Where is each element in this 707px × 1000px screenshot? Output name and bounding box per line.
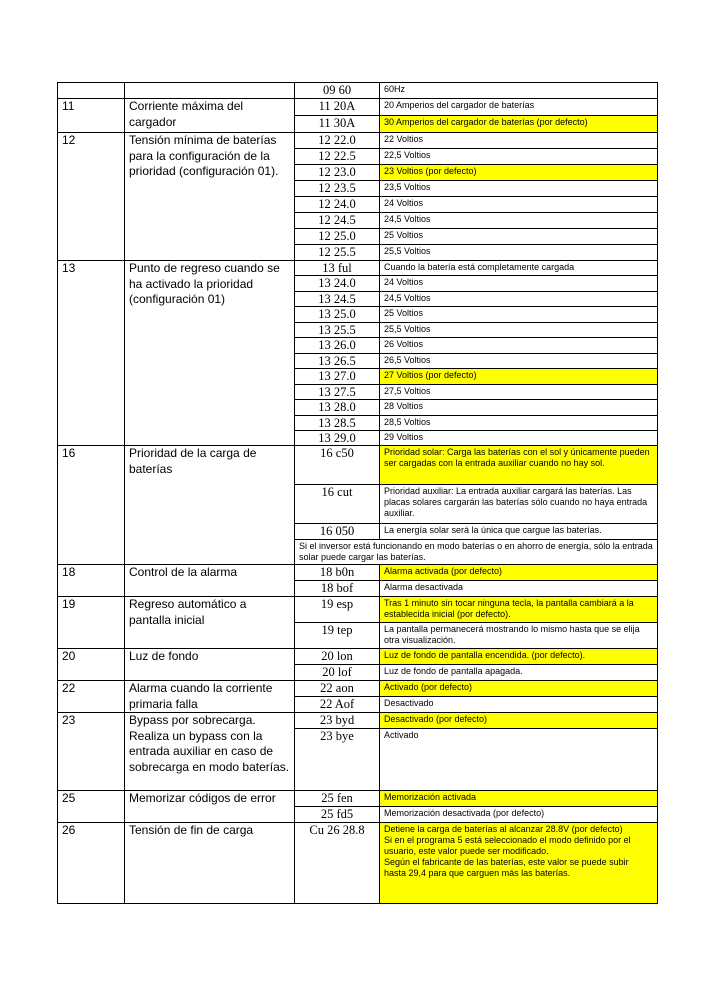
option-code: 20 lof [295,665,380,681]
option-code: 13 26.5 [295,354,380,369]
table-row [58,446,658,485]
option-code: 13 28.0 [295,400,380,416]
option-code: 25 fd5 [295,807,380,823]
option-text: 28,5 Voltios [380,416,658,431]
setting-number: 26 [58,823,125,904]
option-code: 12 24.0 [295,197,380,213]
option-text: Cuando la batería está completamente cargada [380,261,658,276]
table-row [58,713,658,729]
setting-number: 16 [58,446,125,565]
option-code: 13 28.5 [295,416,380,431]
option-code: 13 25.0 [295,307,380,323]
setting-description: Alarma cuando la corriente primaria falla [125,681,295,713]
table-row [58,681,658,697]
option-text: Memorización desactivada (por defecto) [380,807,658,823]
option-text-default: Memorización activada [380,791,658,807]
option-text: 25,5 Voltios [380,245,658,261]
option-code: 13 25.5 [295,323,380,338]
option-code: 22 Aof [295,697,380,713]
setting-description: Control de la alarma [125,565,295,597]
option-code: 23 bye [295,729,380,791]
table-row [58,83,658,99]
option-text-default: 23 Voltios (por defecto) [380,165,658,181]
option-text: 28 Voltios [380,400,658,416]
option-text: 26 Voltios [380,338,658,354]
option-code: 22 aon [295,681,380,697]
setting-number: 20 [58,649,125,681]
setting-description: Luz de fondo [125,649,295,681]
table-row [58,649,658,665]
setting-description: Regreso automático a pantalla inicial [125,597,295,649]
option-text: 60Hz [380,83,658,99]
option-text: 24,5 Voltios [380,213,658,229]
option-code: 12 25.0 [295,229,380,245]
option-code: 16 cut [295,485,380,524]
table-row [58,99,658,116]
option-text-default: 27 Voltios (por defecto) [380,369,658,385]
option-text: 24 Voltios [380,276,658,292]
setting-number: 12 [58,133,125,261]
option-code: 12 22.5 [295,149,380,165]
option-text-default: Alarma activada (por defecto) [380,565,658,581]
setting-description: Bypass por sobrecarga. Realiza un bypass con la entrada auxiliar en caso de sobrecarga en modo baterías. [125,713,295,791]
option-text: 24,5 Voltios [380,292,658,307]
option-code: 20 lon [295,649,380,665]
option-text: 25 Voltios [380,229,658,245]
setting-description: Prioridad de la carga de baterías [125,446,295,565]
option-text: Prioridad auxiliar: La entrada auxiliar cargará las baterías. Las placas solares cargarán las baterías sólo cuando no haya entrada auxiliar. [380,485,658,524]
setting-description: Punto de regreso cuando se ha activado la prioridad (configuración 01) [125,261,295,446]
option-code: 25 fen [295,791,380,807]
option-code: 09 60 [295,83,380,99]
option-code: 13 24.0 [295,276,380,292]
option-code: 11 20A [295,99,380,116]
option-text-default: Activado (por defecto) [380,681,658,697]
table-row [58,823,658,904]
setting-number: 19 [58,597,125,649]
option-code: 18 bof [295,581,380,597]
option-text: 26,5 Voltios [380,354,658,369]
option-text: 25 Voltios [380,307,658,323]
option-text: 22 Voltios [380,133,658,149]
option-code: 12 24.5 [295,213,380,229]
option-code: 19 esp [295,597,380,623]
setting-description: Tensión de fin de carga [125,823,295,904]
setting-number: 22 [58,681,125,713]
setting-description: Memorizar códigos de error [125,791,295,823]
option-code: 19 tep [295,623,380,649]
settings-table [57,82,658,904]
setting-number: 13 [58,261,125,446]
table-row [58,565,658,581]
option-text: 29 Voltios [380,431,658,446]
setting-note: Si el inversor está funcionando en modo baterías o en ahorro de energía, sólo la entrada solar puede cargar las baterías. [295,540,658,565]
table-row [58,133,658,149]
setting-number: 11 [58,99,125,133]
option-text: La energía solar será la única que cargue las baterías. [380,524,658,540]
option-text: 27,5 Voltios [380,385,658,400]
option-code: 12 22.0 [295,133,380,149]
option-code: Cu 26 28.8 [295,823,380,904]
option-text: Alarma desactivada [380,581,658,597]
option-text: Desactivado [380,697,658,713]
table-row [58,597,658,623]
setting-number: 18 [58,565,125,597]
option-code: 18 b0n [295,565,380,581]
option-text-default: 30 Amperios del cargador de baterías (por defecto) [380,116,658,133]
option-text: 25,5 Voltios [380,323,658,338]
option-code: 13 24.5 [295,292,380,307]
table-row [58,261,658,276]
option-text: 22,5 Voltios [380,149,658,165]
setting-number: 25 [58,791,125,823]
option-code: 12 23.5 [295,181,380,197]
option-code: 12 25.5 [295,245,380,261]
option-text: Activado [380,729,658,791]
option-code: 16 050 [295,524,380,540]
setting-number: 23 [58,713,125,791]
option-text-default: Tras 1 minuto sin tocar ninguna tecla, la pantalla cambiará a la establecida inicial (por defecto). [380,597,658,623]
setting-description [125,83,295,99]
option-code: 11 30A [295,116,380,133]
option-text-default: Prioridad solar: Carga las baterías con el sol y únicamente pueden ser cargadas con la entrada auxiliar cuando no hay sol. [380,446,658,485]
table-row [58,791,658,807]
option-text-default: Desactivado (por defecto) [380,713,658,729]
option-text: La pantalla permanecerá mostrando lo mismo hasta que se elija otra visualización. [380,623,658,649]
option-code: 13 27.5 [295,385,380,400]
option-text-default: Detiene la carga de baterías al alcanzar 28.8V (por defecto) Si en el programa 5 está seleccionado el modo definido por el usuario, este valor puede ser modificado. Según el fabricante de las baterías, este valor se puede subir hasta 29,4 para que carguen más las baterías. [380,823,658,904]
setting-description: Corriente máxima del cargador [125,99,295,133]
option-text: 23,5 Voltios [380,181,658,197]
setting-number [58,83,125,99]
option-code: 23 byd [295,713,380,729]
option-code: 13 26.0 [295,338,380,354]
option-code: 16 c50 [295,446,380,485]
option-text: 24 Voltios [380,197,658,213]
option-code: 12 23.0 [295,165,380,181]
option-code: 13 29.0 [295,431,380,446]
option-text: 20 Amperios del cargador de baterías [380,99,658,116]
option-text-default: Luz de fondo de pantalla encendida. (por defecto). [380,649,658,665]
setting-description: Tensión mínima de baterías para la configuración de la prioridad (configuración 01). [125,133,295,261]
option-code: 13 27.0 [295,369,380,385]
option-text: Luz de fondo de pantalla apagada. [380,665,658,681]
option-code: 13 ful [295,261,380,276]
